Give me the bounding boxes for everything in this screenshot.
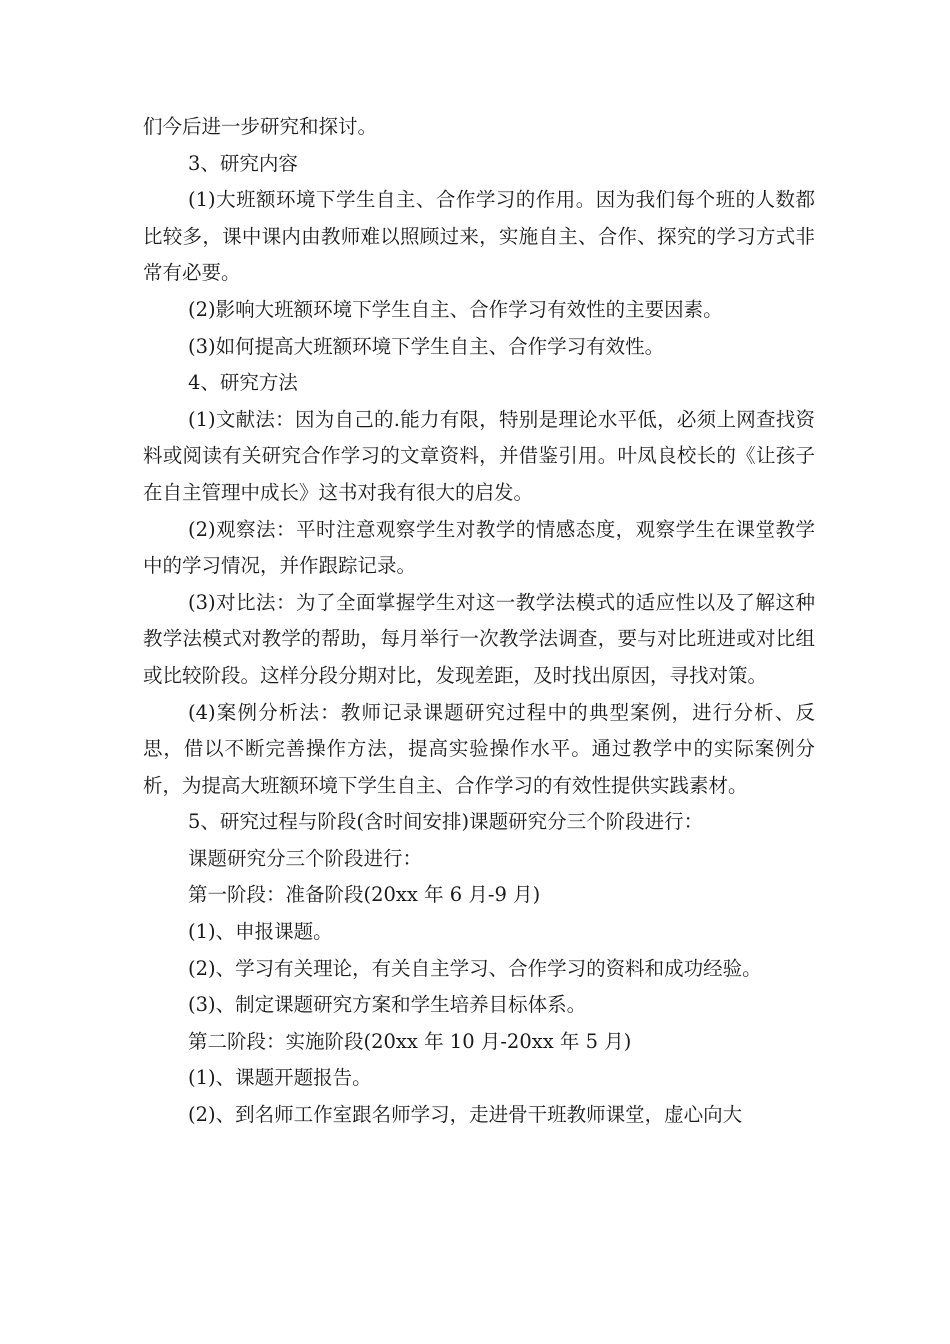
section-heading-research-content: 3、研究内容: [188, 151, 298, 175]
paragraph: (2)观察法：平时注意观察学生对教学的情感态度，观察学生在课堂教学中的学习情况，并作跟踪记录。: [143, 517, 815, 578]
list-item: (2)、到名师工作室跟名师学习，走进骨干班教师课堂，虚心向大: [188, 1103, 743, 1127]
document-page: [143, 109, 815, 1134]
list-item: (1)、课题开题报告。: [188, 1066, 372, 1090]
list-item: (3)、制定课题研究方案和学生培养目标体系。: [188, 993, 587, 1017]
list-item: (1)、申报课题。: [188, 920, 333, 944]
section-heading-research-process: 5、研究过程与阶段(含时间安排)课题研究分三个阶段进行：: [188, 810, 704, 834]
paragraph: 们今后进一步研究和探讨。: [143, 115, 378, 138]
paragraph: (2)影响大班额环境下学生自主、合作学习有效性的主要因素。: [188, 297, 723, 321]
paragraph: (3)如何提高大班额环境下学生自主、合作学习有效性。: [188, 334, 665, 358]
section-heading-research-methods: 4、研究方法: [188, 371, 298, 395]
paragraph: (3)对比法：为了全面掌握学生对这一教学法模式的适应性以及了解这种教学法模式对教学的帮助，每月举行一次教学法调查，要与对比班进或对比组或比较阶段。这样分段分期对比，发现差距，及时找出原因，寻找对策。: [143, 590, 815, 687]
stage-heading-phase-one: 第一阶段：准备阶段(20xx 年 6 月-9 月): [188, 883, 541, 907]
paragraph: (4)案例分析法：教师记录课题研究过程中的典型案例，进行分析、反思，借以不断完善操作方法，提高实验操作水平。通过教学中的实际案例分析，为提高大班额环境下学生自主、合作学习的有效性提供实践素材。: [143, 700, 815, 797]
paragraph: 课题研究分三个阶段进行：: [188, 846, 423, 870]
paragraph: (1)大班额环境下学生自主、合作学习的作用。因为我们每个班的人数都比较多，课中课内由教师难以照顾过来，实施自主、合作、探究的学习方式非常有必要。: [143, 188, 815, 285]
paragraph: (1)文献法：因为自己的.能力有限，特别是理论水平低，必须上网查找资料或阅读有关研究合作学习的文章资料，并借鉴引用。叶凤良校长的《让孩子在自主管理中成长》这书对我有很大的启发。: [143, 407, 815, 504]
list-item: (2)、学习有关理论，有关自主学习、合作学习的资料和成功经验。: [188, 956, 762, 980]
stage-heading-phase-two: 第二阶段：实施阶段(20xx 年 10 月-20xx 年 5 月): [188, 1029, 632, 1053]
